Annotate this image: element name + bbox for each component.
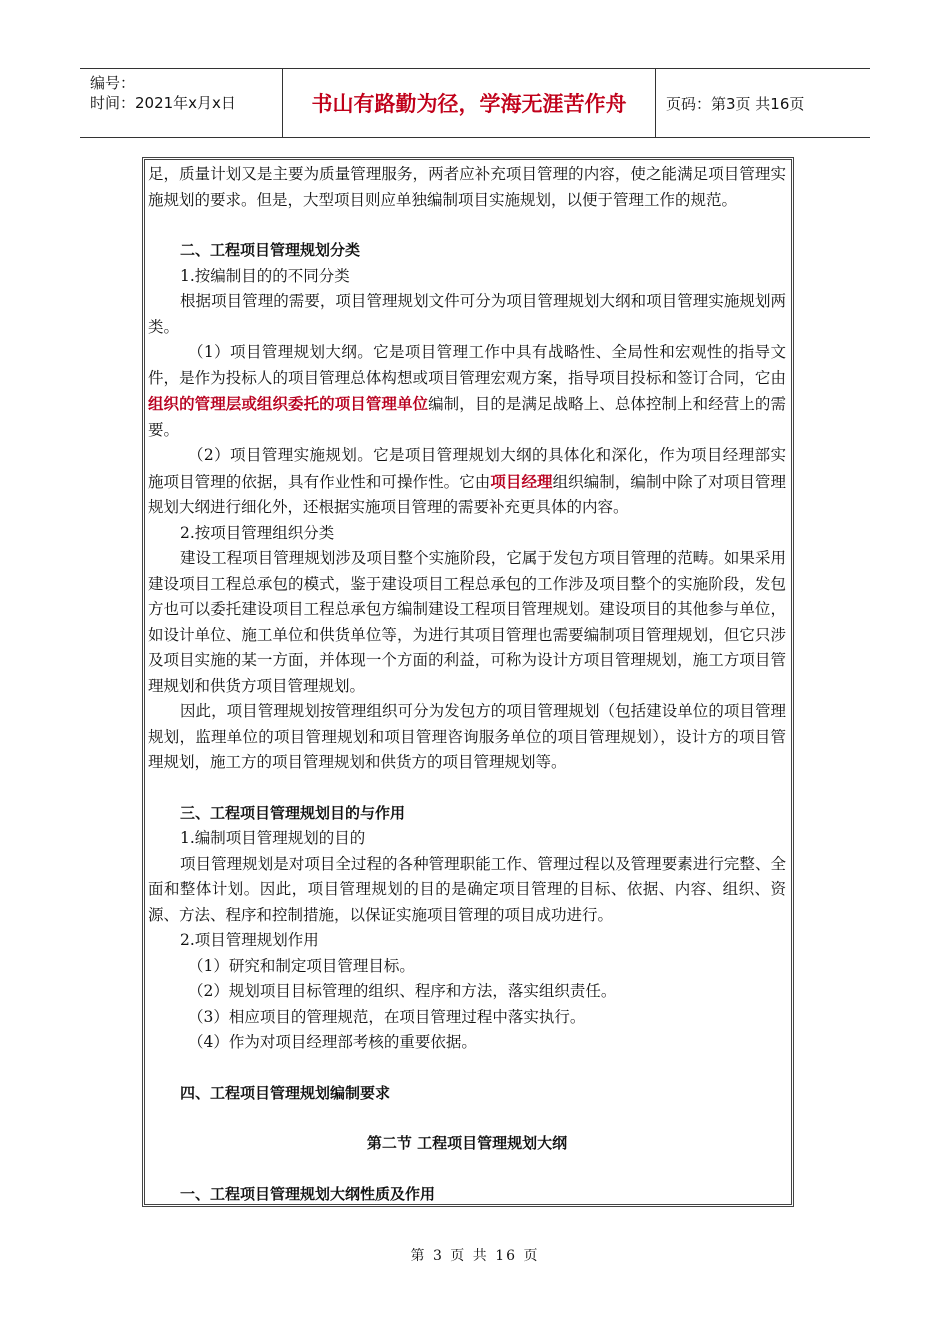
- subheading: 1.按编制目的的不同分类: [180, 266, 350, 285]
- subheading: 1.编制项目管理规划的目的: [180, 829, 366, 847]
- doc-date-label: 时间：2021年x月x日: [90, 94, 236, 112]
- paragraph: 项目管理规划是对项目全过程的各种管理职能工作、管理过程以及管理要素进行完整、全面和整体计划。因此，项目管理规划的目的是确定项目管理的目标、依据、内容、组织、资源、方法、程序和控制措施，以保证实施项目管理的项目成功进行。: [148, 854, 786, 924]
- page-header: [80, 68, 870, 138]
- paragraph: 因此，项目管理规划按管理组织可分为发包方的项目管理规划（包括建设单位的项目管理规划，监理单位的项目管理规划和项目管理咨询服务单位的项目管理规划），设计方的项目管理规划，施工方的项目管理规划和供货方的项目管理规划等。: [148, 702, 786, 771]
- paragraph: （2）项目管理实施规划。它是项目管理规划大纲的具体化和深化，作为项目经理部实施项目管理的依据，具有作业性和可操作性。它由项目经理组织编制，编制中除了对项目管理规划大纲进行细化外，还根据实施项目管理的需要补充更具体的内容。: [148, 446, 786, 516]
- paragraph: 建设工程项目管理规划涉及项目整个实施阶段，它属于发包方项目管理的范畴。如果采用建设项目工程总承包的模式，鉴于建设项目工程总承包的工作涉及项目整个的实施阶段，发包方也可以委托建设项目工程总承包方编制建设工程项目管理规划。建设项目的其他参与单位，如设计单位、施工单位和供货单位等，为进行其项目管理也需要编制项目管理规划，但它只涉及项目实施的某一方面，并体现一个方面的利益，可称为设计方项目管理规划，施工方项目管理规划和供货方项目管理规划。: [148, 549, 786, 695]
- chapter-section-title: 第二节 工程项目管理规划大纲: [366, 1134, 568, 1152]
- paragraph: 足，质量计划又是主要为质量管理服务，两者应补充项目管理的内容，使之能满足项目管理实施规划的要求。但是，大型项目则应单独编制项目实施规划，以便于管理工作的规范。: [148, 165, 786, 209]
- paragraph: （1）项目管理规划大纲。它是项目管理工作中具有战略性、全局性和宏观性的指导文件，是作为投标人的项目管理总体构想或项目管理宏观方案，指导项目投标和签订合同，它由组织的管理层或组织委托的项目管理单位编制，目的是满足战略上、总体控制上和经营上的需要。: [148, 343, 786, 439]
- doc-code-label: 编号：: [90, 74, 136, 92]
- section-heading: 四、工程项目管理规划编制要求: [180, 1083, 391, 1102]
- section-heading: 二、工程项目管理规划分类: [180, 241, 361, 259]
- header-page-label: 页码：第3页 共16页: [666, 94, 805, 113]
- highlighted-text: 项目经理: [490, 471, 553, 491]
- document-body: [145, 160, 791, 1207]
- highlighted-text: 组织的管理层或组织委托的项目管理单位: [148, 394, 429, 413]
- list-item: （4）作为对项目经理部考核的重要依据。: [188, 1033, 477, 1051]
- list-item: （2）规划项目目标管理的组织、程序和方法，落实组织责任。: [188, 982, 617, 1000]
- header-motto: 书山有路勤为径，学海无涯苦作舟: [283, 69, 656, 137]
- section-heading: 一、工程项目管理规划大纲性质及作用: [180, 1184, 436, 1203]
- list-item: （1）研究和制定项目管理目标。: [188, 956, 415, 975]
- header-meta: [80, 69, 283, 137]
- content-box: [142, 157, 794, 1207]
- subheading: 2.项目管理规划作用: [180, 931, 319, 949]
- section-heading: 三、工程项目管理规划目的与作用: [180, 803, 406, 822]
- paragraph: 根据项目管理的需要，项目管理规划文件可分为项目管理规划大纲和项目管理实施规划两类。: [148, 292, 786, 336]
- page-footer: 第 3 页 共 16 页: [410, 1248, 540, 1264]
- list-item: （3）相应项目的管理规范，在项目管理过程中落实执行。: [188, 1007, 586, 1026]
- subheading: 2.按项目管理组织分类: [180, 523, 335, 542]
